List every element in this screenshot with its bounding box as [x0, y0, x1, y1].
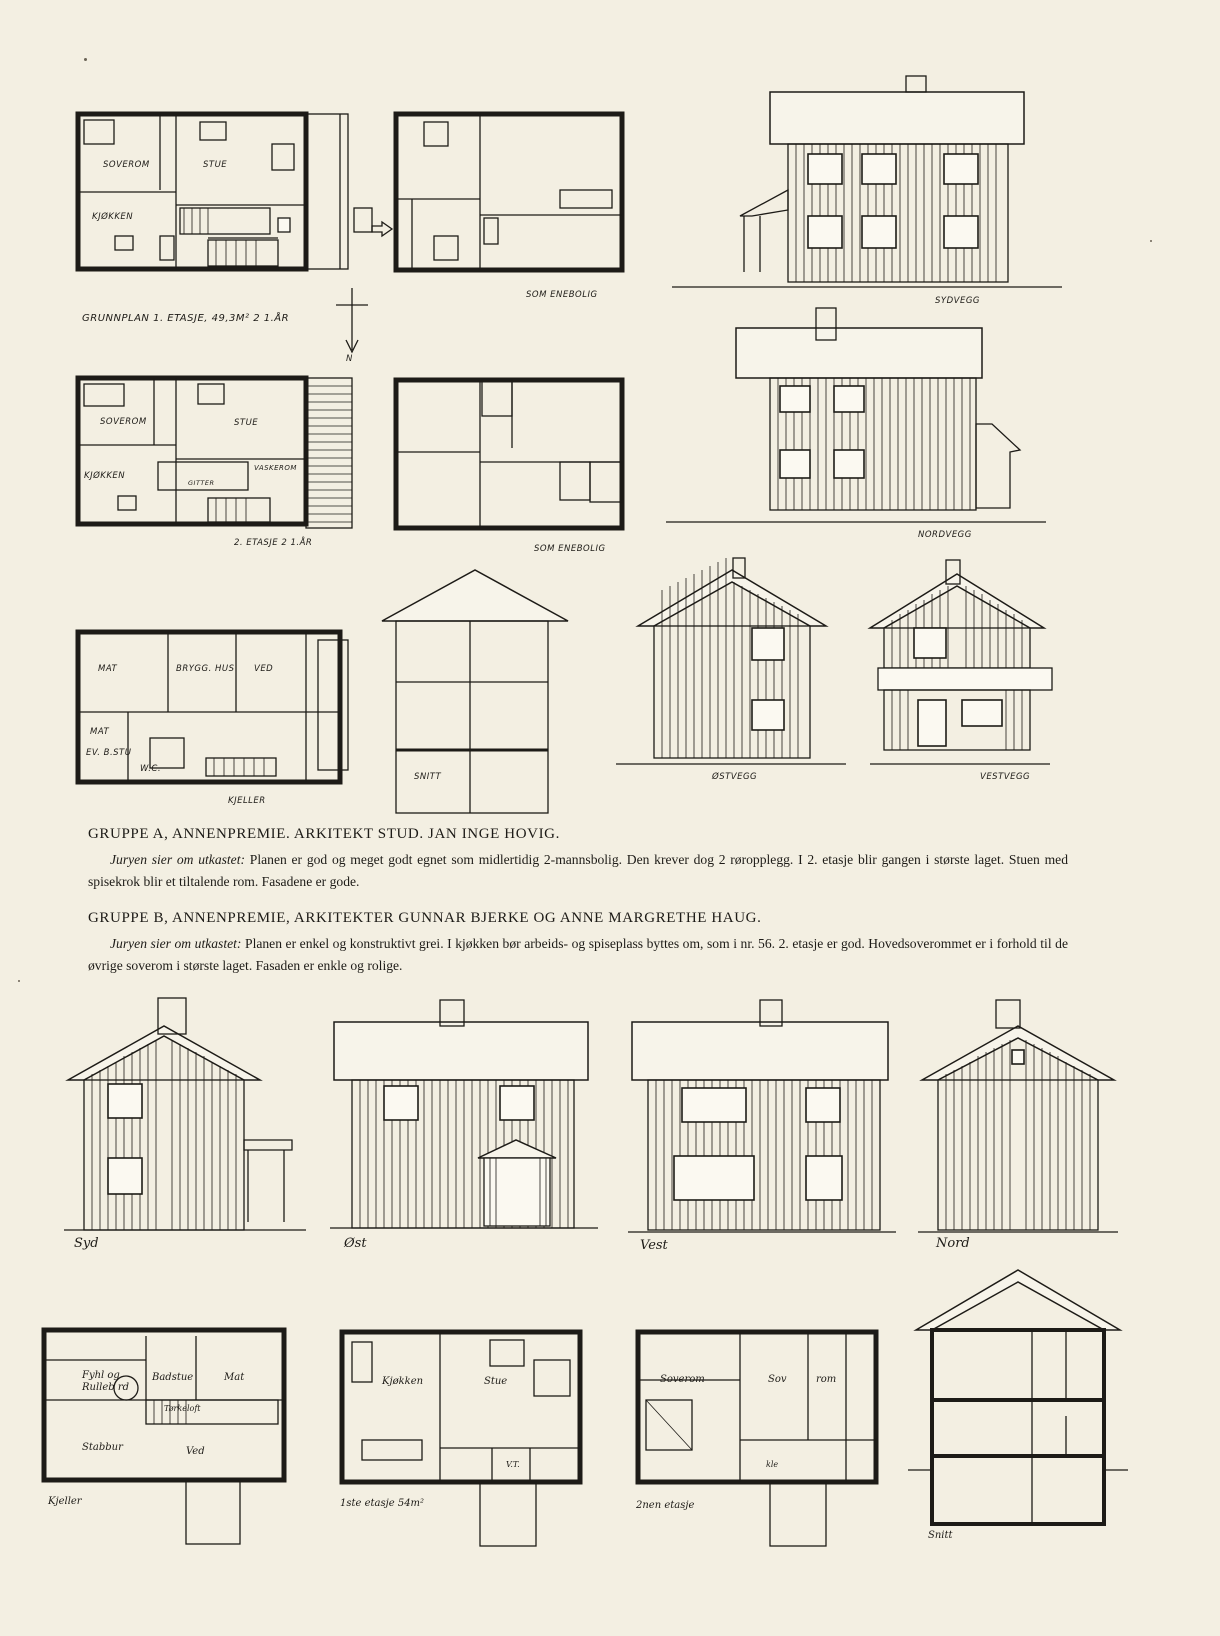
gruppe-b-text [88, 933, 1068, 977]
room-torkeloft: Tørkeloft [164, 1404, 201, 1413]
room-label-stue-2: STUE [234, 418, 259, 428]
elevation-label-ost: Øst [344, 1236, 367, 1251]
elevation-label-nord: Nord [936, 1236, 970, 1251]
gruppe-a-jury-text: Planen er god og meget godt egnet som midlertidig 2-mannsbolig. Den krever dog 2 røropplegg. I 2. etasje blir gangen i største laget. Stuen med spisekrok blir et tiltalende rom. Fasadene er gode. [88, 852, 1068, 889]
label-snitt: SNITT [414, 772, 442, 782]
room-label-soverom-2: SOVEROM [100, 417, 147, 427]
plan-label-kjeller: Kjeller [48, 1496, 82, 1507]
room-label-mat: MAT [98, 664, 118, 674]
gruppe-b-jury-label: Juryen sier om utkastet: [110, 936, 242, 951]
gruppe-b-heading: GRUPPE B, ANNENPREMIE, ARKITEKTER GUNNAR BJERKE OG ANNE MARGRETHE HAUG. [88, 910, 762, 926]
gruppe-a-text [88, 849, 1068, 893]
label-ostvegg: ØSTVEGG [712, 772, 758, 782]
room-sov: Sov [768, 1374, 787, 1385]
label-nordvegg: NORDVEGG [918, 530, 972, 540]
elevation-label-syd: Syd [74, 1236, 99, 1251]
room-vt: V.T. [506, 1460, 520, 1469]
north-mark: N [346, 354, 353, 364]
room-label-brygghus: BRYGG. HUS [176, 664, 235, 674]
room-label-gitter: GITTER [188, 479, 215, 487]
room-badstue: Badstue [152, 1372, 194, 1383]
room-kle: kle [766, 1460, 779, 1469]
room-soverom: Soverom [660, 1374, 705, 1385]
label-vestvegg: VESTVEGG [980, 772, 1031, 782]
room-fyhl: Fyhl og Rulleb rd [82, 1370, 130, 1393]
label-som-enebolig-1: SOM ENEBOLIG [526, 290, 598, 300]
room-kjokken: Kjøkken [382, 1376, 424, 1387]
label-kjeller: KJELLER [228, 796, 266, 806]
label-sydvegg: SYDVEGG [935, 296, 980, 306]
plan-label-2nen-etasje: 2nen etasje [636, 1500, 695, 1511]
room-label-soverom: SOVEROM [103, 160, 150, 170]
room-label-kjokken: KJØKKEN [92, 212, 134, 222]
room-label-ved: VED [254, 664, 274, 674]
label-2-etasje: 2. ETASJE 2 1.ÅR [234, 538, 313, 548]
room-mat: Mat [224, 1372, 245, 1383]
room-label-ev-bstu: EV. B.STU [86, 748, 132, 758]
room-stue: Stue [484, 1376, 508, 1387]
gruppe-a-jury-label: Juryen sier om utkastet: [110, 852, 246, 867]
elevation-label-vest: Vest [640, 1238, 668, 1253]
plan-label-1ste-etasje: 1ste etasje 54m² [340, 1498, 425, 1509]
room-rom: rom [816, 1374, 837, 1385]
room-label-wc: W.C. [140, 764, 162, 774]
gruppe-a-heading: GRUPPE A, ANNENPREMIE. ARKITEKT STUD. JAN INGE HOVIG. [88, 826, 560, 842]
room-ved: Ved [186, 1446, 205, 1457]
room-label-kjokken-2: KJØKKEN [84, 471, 126, 481]
gruppe-b-jury-text: Planen er enkel og konstruktivt grei. I kjøkken bør arbeids- og spiseplass byttes om, som i nr. 56. 2. etasje er god. Hovedsoverommet er i forhold til de øvrige soverom i største laget. Fasaden er enkle og rolige. [88, 936, 1068, 973]
room-label-vaskerom: VASKEROM [254, 464, 297, 472]
room-stabbur: Stabbur [82, 1442, 123, 1453]
label-som-enebolig-2: SOM ENEBOLIG [534, 544, 606, 554]
room-label-mat-2: MAT [90, 727, 110, 737]
label-grunnplan: GRUNNPLAN 1. ETASJE, 49,3M² 2 1.ÅR [82, 313, 290, 324]
room-label-stue: STUE [203, 160, 228, 170]
plan-label-snitt: Snitt [928, 1530, 953, 1541]
